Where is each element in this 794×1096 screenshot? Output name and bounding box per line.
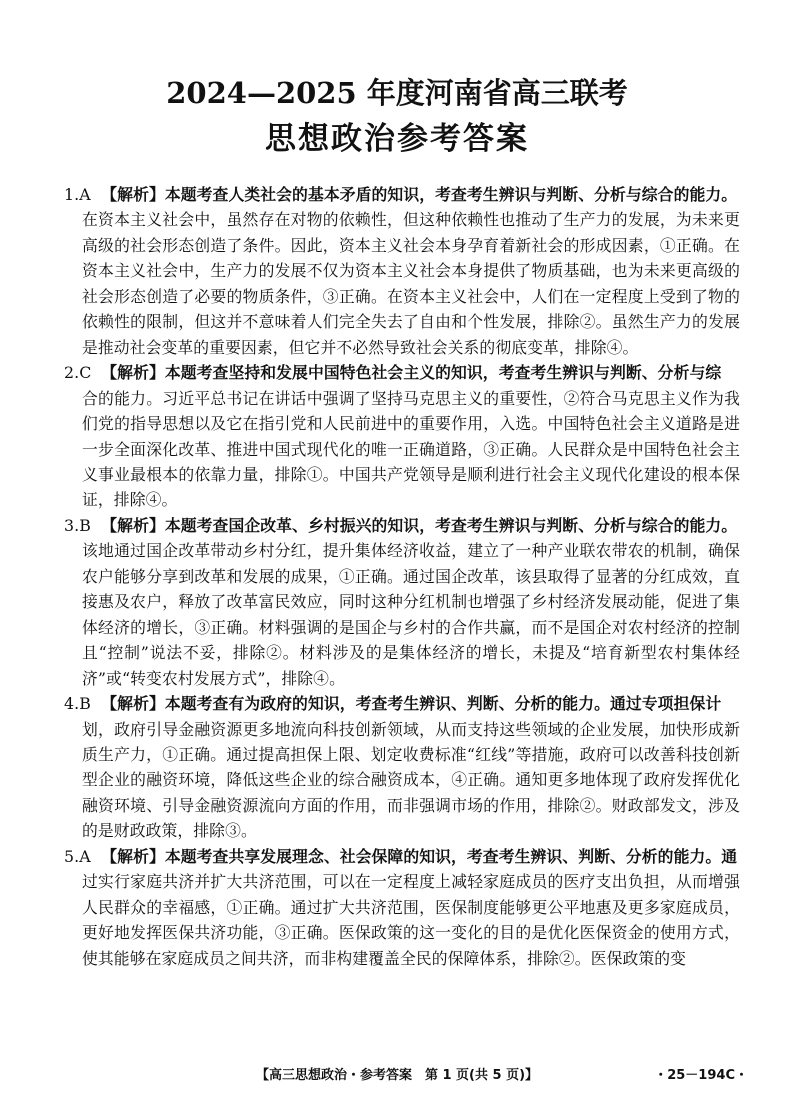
- answer-item-5: [64, 844, 740, 971]
- answer-item-1: [64, 182, 740, 360]
- answer-choice: A: [79, 846, 91, 866]
- answer-item-4: [64, 691, 740, 844]
- exam-title: 2024—2025 年度河南省高三联考: [166, 76, 628, 110]
- answer-item-2: [64, 360, 740, 513]
- answer-choice: B: [79, 694, 91, 714]
- analysis-body: 划，政府引导金融资源更多地流向科技创新领域，从而支持这些领域的企业发展，加快形成新质生产力，①正确。通过提高担保上限、划定收费标准“红线”等措施，政府可以改善科技创新型企业的融资环境，降低这些企业的综合融资成本，④正确。通知更多地体现了政府发挥优化融资环境、引导金融资源流向方面的作用，而非强调市场的作用，排除②。财政部发文，涉及的是财政政策，排除③。: [82, 719, 740, 841]
- answer-item-head: [64, 844, 740, 869]
- question-number: 2.: [64, 363, 80, 383]
- question-number: 3.: [64, 515, 80, 535]
- document-title: 思想政治参考答案: [265, 121, 529, 157]
- question-number: 5.: [64, 846, 80, 866]
- answer-choice: B: [79, 515, 91, 535]
- footer-page-info: 【高三思想政治・参考答案 第 1 页(共 5 页)】: [255, 1068, 539, 1083]
- analysis-body: 该地通过国企改革带动乡村分红，提升集体经济收益，建立了一种产业联农带农的机制，确保农户能够分享到改革和发展的成果，①正确。通过国企改革，该县取得了显著的分红成效，直接惠及农户，释放了改革富民效应，同时这种分红机制也增强了乡村经济发展动能，促进了集体经济的增长，③正确。材料强调的是国企与乡村的合作共赢，而不是国企对农村经济的控制且“控制”说法不妥，排除②。材料涉及的是集体经济的增长，未提及“培育新型农村集体经济”或“转变农村发展方式”，排除④。: [82, 541, 740, 688]
- analysis-body: 过实行家庭共济并扩大共济范围，可以在一定程度上减轻家庭成员的医疗支出负担，从而增强人民群众的幸福感，①正确。通过扩大共济范围，医保制度能够更公平地惠及更多家庭成员，更好地发挥医保共济功能，③正确。医保政策的这一变化的目的是优化医保资金的使用方式，使其能够在家庭成员之间共济，而非构建覆盖全民的保障体系，排除②。医保政策的变: [82, 872, 740, 968]
- page-footer: [0, 1064, 794, 1084]
- answer-item-head: [64, 182, 740, 207]
- answer-item-3: [64, 513, 740, 691]
- analysis-body: 在资本主义社会中，虽然存在对物的依赖性，但这种依赖性也推动了生产力的发展，为未来更高级的社会形态创造了条件。因此，资本主义社会本身孕育着新社会的形成因素，①正确。在资本主义社会中，生产力的发展不仅为资本主义社会本身提供了物质基础，也为未来更高级的社会形态创造了必要的物质条件，③正确。在资本主义社会中，人们在一定程度上受到了物的依赖性的限制，但这并不意味着人们完全失去了自由和个性发展，排除②。虽然生产力的发展是推动社会变革的重要因素，但它并不必然导致社会关系的彻底变革，排除④。: [82, 210, 740, 357]
- answer-choice: A: [79, 185, 91, 204]
- question-number: 4.: [64, 694, 80, 714]
- analysis-lead: 【解析】本题考查国企改革、乡村振兴的知识，考查考生辨识与判断、分析与综合的能力。: [101, 515, 738, 535]
- analysis-lead: 【解析】本题考查有为政府的知识，考查考生辨识、判断、分析的能力。通过专项担保计: [101, 694, 722, 714]
- analysis-lead: 【解析】本题考查人类社会的基本矛盾的知识，考查考生辨识与判断、分析与综合的能力。: [101, 185, 738, 204]
- answer-item-head: [64, 691, 740, 716]
- analysis-body: 合的能力。习近平总书记在讲话中强调了坚持马克思主义的重要性，②符合马克思主义作为我们党的指导思想以及它在指引党和人民前进中的重要作用，入选。中国特色社会主义道路是进一步全面深化改革、推进中国式现代化的唯一正确道路，③正确。人民群众是中国特色社会主义事业最根本的依靠力量，排除①。中国共产党领导是顺利进行社会主义现代化建设的根本保证，排除④。: [82, 388, 740, 510]
- question-number: 1.: [64, 185, 80, 204]
- footer-code: ・25－194C・: [654, 1068, 748, 1083]
- analysis-lead: 【解析】本题考查共享发展理念、社会保障的知识，考查考生辨识、判断、分析的能力。通: [101, 846, 738, 866]
- analysis-lead: 【解析】本题考查坚持和发展中国特色社会主义的知识，考查考生辨识与判断、分析与综: [101, 363, 722, 383]
- title-block: [0, 74, 794, 160]
- answer-item-head: [64, 360, 740, 385]
- answer-list: [64, 182, 740, 971]
- answer-choice: C: [79, 363, 92, 383]
- answer-item-head: [64, 513, 740, 538]
